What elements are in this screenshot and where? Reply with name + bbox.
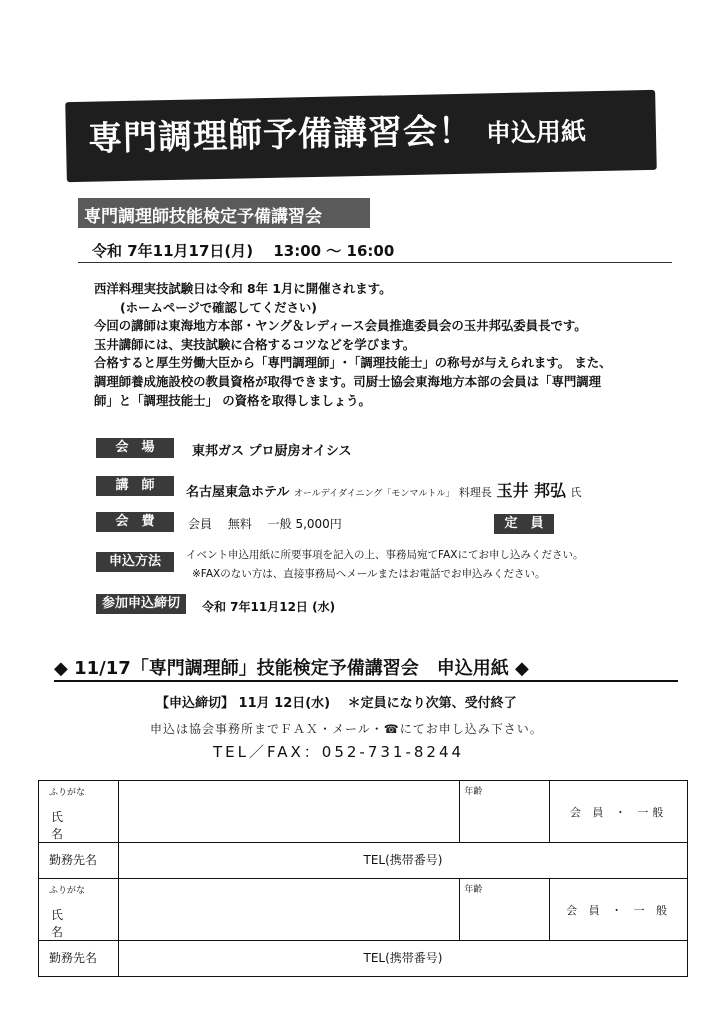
member-type-choice[interactable]: 会 員 ・ 一 般	[550, 879, 688, 941]
name-label: 氏 名	[51, 810, 86, 841]
page-title-main: 専門調理師予備講習会！	[87, 111, 474, 160]
age-label: 年齢	[464, 885, 483, 895]
age-label: 年齢	[464, 787, 483, 797]
lecturer-label: 講 師	[96, 476, 174, 496]
work-label-cell	[39, 941, 119, 977]
lecturer-name: 玉井 邦弘	[496, 481, 567, 500]
form-deadline-notice: 【申込締切】 11月 12日(水) ＊定員になり次第、受付終了	[156, 696, 517, 711]
work-tel-input-field[interactable]	[118, 941, 687, 977]
venue-label: 会 場	[96, 438, 174, 458]
description-line: 合格すると厚生労働大臣から「専門調理師」･「調理技能士」の称号が与えられます。 また、	[94, 355, 612, 371]
apply-instructions: 申込は協会事務所までＦＡＸ・メール・☎にてお申し込み下さい。	[150, 722, 543, 736]
venue-value: 東邦ガス プロ厨房オイシス	[192, 444, 352, 459]
name-label: 氏 名	[51, 908, 86, 939]
name-label-cell	[39, 879, 119, 941]
member-type-choice[interactable]: 会 員 ・ 一般	[550, 781, 688, 843]
work-tel-input-field[interactable]	[118, 843, 687, 879]
deadline-value: 令和 7年11月12日 (水)	[202, 600, 336, 614]
lecturer-role: 料理長	[458, 486, 492, 499]
event-description	[94, 280, 674, 410]
description-line: 玉井講師には、実技試験に合格するコツなどを学びます。	[94, 336, 416, 352]
age-input-field[interactable]	[460, 879, 550, 941]
description-line: 今回の講師は東海地方本部・ヤング＆レディース会員推進委員会の玉井邦弘委員長です。	[94, 318, 587, 334]
furigana-label: ふりがな	[49, 886, 86, 896]
fee-value: 会員 無料 一般 5,000円	[188, 517, 342, 531]
page-title	[88, 101, 587, 160]
fee-label: 会 費	[96, 512, 174, 532]
description-line: 師」と「調理技能士」 の資格を取得しましょう。	[94, 392, 371, 408]
furigana-label: ふりがな	[49, 788, 86, 798]
description-line: 調理師養成施設校の教員資格が取得できます。司厨士協会東海地方本部の会員は「専門調理	[94, 373, 602, 389]
lecturer-restaurant: オールデイダイニング「モンマルトル」	[293, 489, 455, 499]
work-label: 勤務先名	[49, 951, 98, 965]
tel-fax-number: TEL／FAX：052-731-8244	[213, 743, 465, 761]
method-label: 申込方法	[96, 552, 174, 572]
method-line: イベント申込用紙に所要事項を記入の上、事務局宛てFAXにてお申し込みください。	[186, 549, 584, 561]
form-row-work	[39, 843, 688, 879]
tel-label: TEL(携帯番号)	[363, 853, 443, 867]
method-line: ※FAXのない方は、直接事務局へメールまたはお電話でお申込みください。	[192, 568, 546, 580]
tel-label: TEL(携帯番号)	[363, 951, 443, 965]
description-line: (ホームページで確認してください)	[120, 299, 317, 315]
lecturer-value	[186, 478, 582, 501]
lecturer-suffix: 氏	[570, 486, 582, 499]
form-heading: ◆ 11/17「専門調理師」技能検定予備講習会 申込用紙 ◆	[54, 658, 529, 679]
name-input-field[interactable]	[118, 781, 459, 843]
form-row-name	[39, 781, 688, 843]
event-date: 令和 7年11月17日(月) 13:00 ～ 16:00	[92, 242, 395, 260]
section-title: 専門調理師技能検定予備講習会	[84, 207, 322, 227]
work-label-cell	[39, 843, 119, 879]
capacity-label: 定 員	[494, 514, 554, 534]
description-line: 西洋料理実技試験日は令和 8年 1月に開催されます。	[94, 281, 392, 296]
form-heading-underline	[54, 680, 678, 682]
deadline-label: 参加申込締切	[96, 594, 186, 614]
name-input-field[interactable]	[118, 879, 459, 941]
application-form-table	[38, 780, 688, 977]
date-divider	[78, 262, 672, 263]
lecturer-hotel: 名古屋東急ホテル	[186, 485, 290, 500]
form-row-name	[39, 879, 688, 941]
form-row-work	[39, 941, 688, 977]
age-input-field[interactable]	[460, 781, 550, 843]
name-label-cell	[39, 781, 119, 843]
page-title-sub: 申込用紙	[485, 116, 587, 148]
work-label: 勤務先名	[49, 853, 98, 867]
